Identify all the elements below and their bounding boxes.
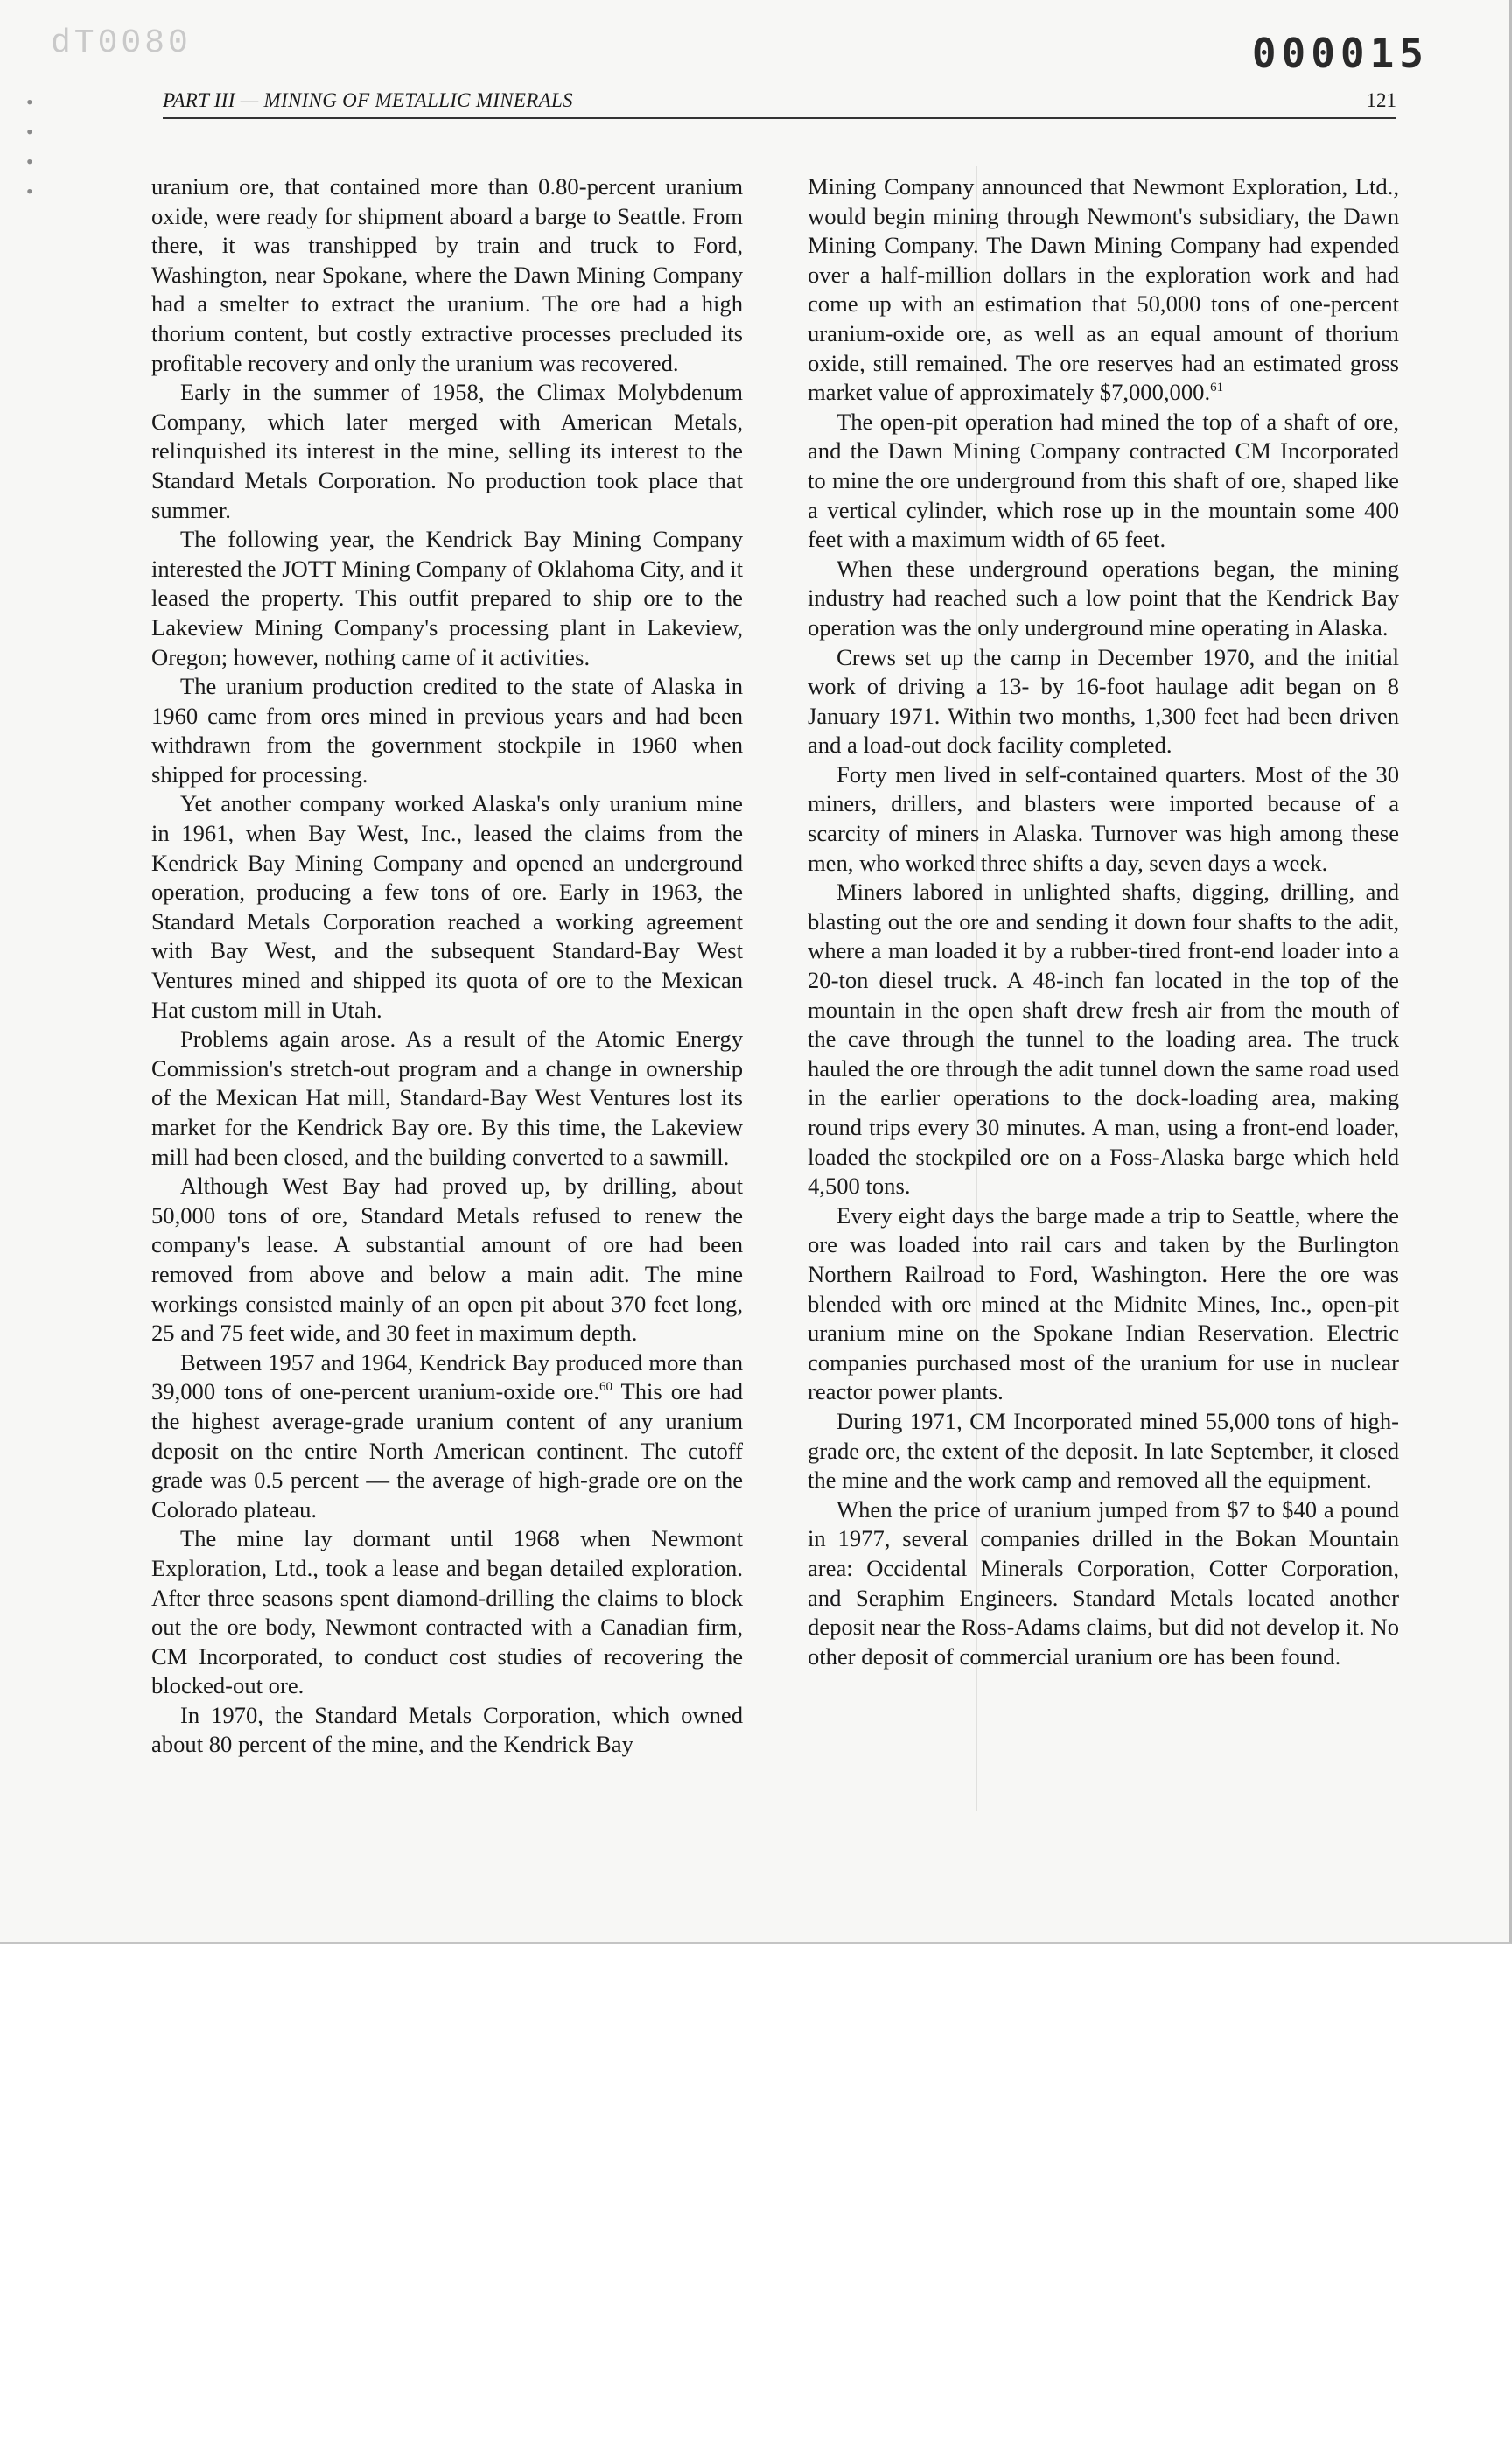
page-number: 121 — [1366, 89, 1396, 111]
paragraph: Mining Company announced that Newmont Exploration, Ltd., would begin mining through Newmont's subsidiary, the Dawn Mining Company. The Dawn Mining Company had expended over a half-million dollars in the exploration work and had come up with an estimation that 50,000 tons of one-percent uranium-oxide ore, as well as an equal amount of thorium oxide, still remained. The ore reserves had an estimated gross market value of approximately $7,000,000.61 — [808, 173, 1399, 406]
paragraph: In 1970, the Standard Metals Corporation, which owned about 80 percent of the mine, and the Kendrick Bay — [151, 1701, 743, 1758]
footnote-reference[interactable]: 61 — [1210, 381, 1224, 396]
paragraph: The following year, the Kendrick Bay Mining Company interested the JOTT Mining Company of Oklahoma City, and it leased the property. This outfit prepared to ship ore to the Lakeview Mining Company's processing plant in Lakeview, Oregon; however, nothing came of it activities. — [151, 526, 743, 670]
running-header — [163, 88, 1396, 119]
paragraph: When these underground operations began, the mining industry had reached such a low point that the Kendrick Bay operation was the only underground mine operating in Alaska. — [808, 555, 1399, 640]
running-title: PART III — MINING OF METALLIC MINERALS — [163, 89, 573, 111]
paragraph: Yet another company worked Alaska's only uranium mine in 1961, when Bay West, Inc., leased the claims from the Kendrick Bay Mining Company and opened an underground operation, producing a few tons of ore. Early in 1963, the Standard Metals Corporation reached a working agreement with Bay West, and the subsequent Standard-Bay West Ventures mined and shipped its quota of ore to the Mexican Hat custom mill in Utah. — [151, 790, 743, 1023]
right-column — [808, 172, 1399, 1671]
paragraph: During 1971, CM Incorporated mined 55,000 tons of high-grade ore, the extent of the deposit. In late September, it closed the mine and the work camp and removed all the equipment. — [808, 1407, 1399, 1494]
paragraph: The open-pit operation had mined the top of a shaft of ore, and the Dawn Mining Company contracted CM Incorporated to mine the ore underground from this shaft of ore, shaped like a vertical cylinder, which rose up in the mountain some 400 feet with a maximum width of 65 feet. — [808, 408, 1399, 553]
footnote-reference[interactable]: 60 — [599, 1380, 613, 1395]
paragraph: When the price of uranium jumped from $7 to $40 a pound in 1977, several companies drilled in the Bokan Mountain area: Occidental Minerals Corporation, Cotter Corporation, and Seraphim Engineers. Standard Metals located another deposit near the Ross-Adams claims, but did not develop it. No other deposit of commercial uranium ore has been found. — [808, 1495, 1399, 1670]
paragraph: The uranium production credited to the state of Alaska in 1960 came from ores mined in previous years and had been withdrawn from the government stockpile in 1960 when shipped for processing. — [151, 673, 743, 788]
paragraph: Miners labored in unlighted shafts, digging, drilling, and blasting out the ore and sending it down four shafts to the adit, where a man loaded it by a rubber-tired front-end loader into a 20-ton diesel truck. A 48-inch fan located in the top of the mountain in the open shaft drew fresh air from the mouth of the cave through the tunnel to the loading area. The truck hauled the ore through the adit tunnel down the same road used in the earlier operations to the dock-loading area, making round trips every 30 minutes. A man, using a front-end loader, loaded the stockpiled ore on a Foss-Alaska barge which held 4,500 tons. — [808, 878, 1399, 1200]
paragraph: uranium ore, that contained more than 0.80-percent uranium oxide, were ready for shipment aboard a barge to Seattle. From there, it was transhipped by train and truck to Ford, Washington, near Spokane, where the Dawn Mining Company had a smelter to extract the uranium. The ore had a high thorium content, but costly extractive processes precluded its profitable recovery and only the uranium was recovered. — [151, 173, 743, 376]
paragraph: Every eight days the barge made a trip to Seattle, where the ore was loaded into rail cars and taken by the Burlington Northern Railroad to Ford, Washington. Here the ore was blended with ore mined at the Midnite Mines, Inc., open-pit uranium mine on the Spokane Indian Reservation. Electric companies purchased most of the uranium for use in nuclear reactor power plants. — [808, 1201, 1399, 1405]
paragraph: Early in the summer of 1958, the Climax Molybdenum Company, which later merged with American Metals, relinquished its interest in the mine, selling its interest to the Standard Metals Corporation. No production took place that summer. — [151, 379, 743, 523]
document-stamp-number: 000015 — [1251, 30, 1429, 77]
left-column — [151, 172, 743, 1760]
margin-marks: • • • • — [26, 91, 33, 202]
paragraph: Crews set up the camp in December 1970, and the initial work of driving a 13- by 16-foot haulage adit began on 8 January 1971. Within two months, 1,300 feet had been driven and a load-out dock facility completed. — [808, 643, 1399, 759]
paragraph: Forty men lived in self-contained quarters. Most of the 30 miners, drillers, and blasters were imported because of a scarcity of miners in Alaska. Turnover was high among these men, who worked three shifts a day, seven days a week. — [808, 760, 1399, 876]
paragraph: The mine lay dormant until 1968 when Newmont Exploration, Ltd., took a lease and began detailed exploration. After three seasons spent diamond-drilling the claims to block out the ore body, Newmont contracted with a Canadian firm, CM Incorporated, to conduct cost studies of recovering the blocked-out ore. — [151, 1525, 743, 1699]
bleed-through-mark: dT0080 — [51, 24, 192, 62]
paragraph: Problems again arose. As a result of the Atomic Energy Commission's stretch-out program and a change in ownership of the Mexican Hat mill, Standard-Bay West Ventures lost its market for the Kendrick Bay ore. By this time, the Lakeview mill had been closed, and the building converted to a sawmill. — [151, 1026, 743, 1170]
paragraph: Between 1957 and 1964, Kendrick Bay produced more than 39,000 tons of one-percent uranium-oxide ore.$^{60}$ This ore had the highest average-grade uranium content of any uranium deposit on the entire North American continent. The cutoff grade was 0.5 percent — the average of high-grade ore on the Colorado plateau. — [151, 1348, 743, 1522]
paragraph: Although West Bay had proved up, by drilling, about 50,000 tons of ore, Standard Metals refused to renew the company's lease. A substantial amount of ore had been removed from above and below a main adit. The mine workings consisted mainly of an open pit about 370 feet long, 25 and 75 feet wide, and 30 feet in maximum depth. — [151, 1172, 743, 1347]
